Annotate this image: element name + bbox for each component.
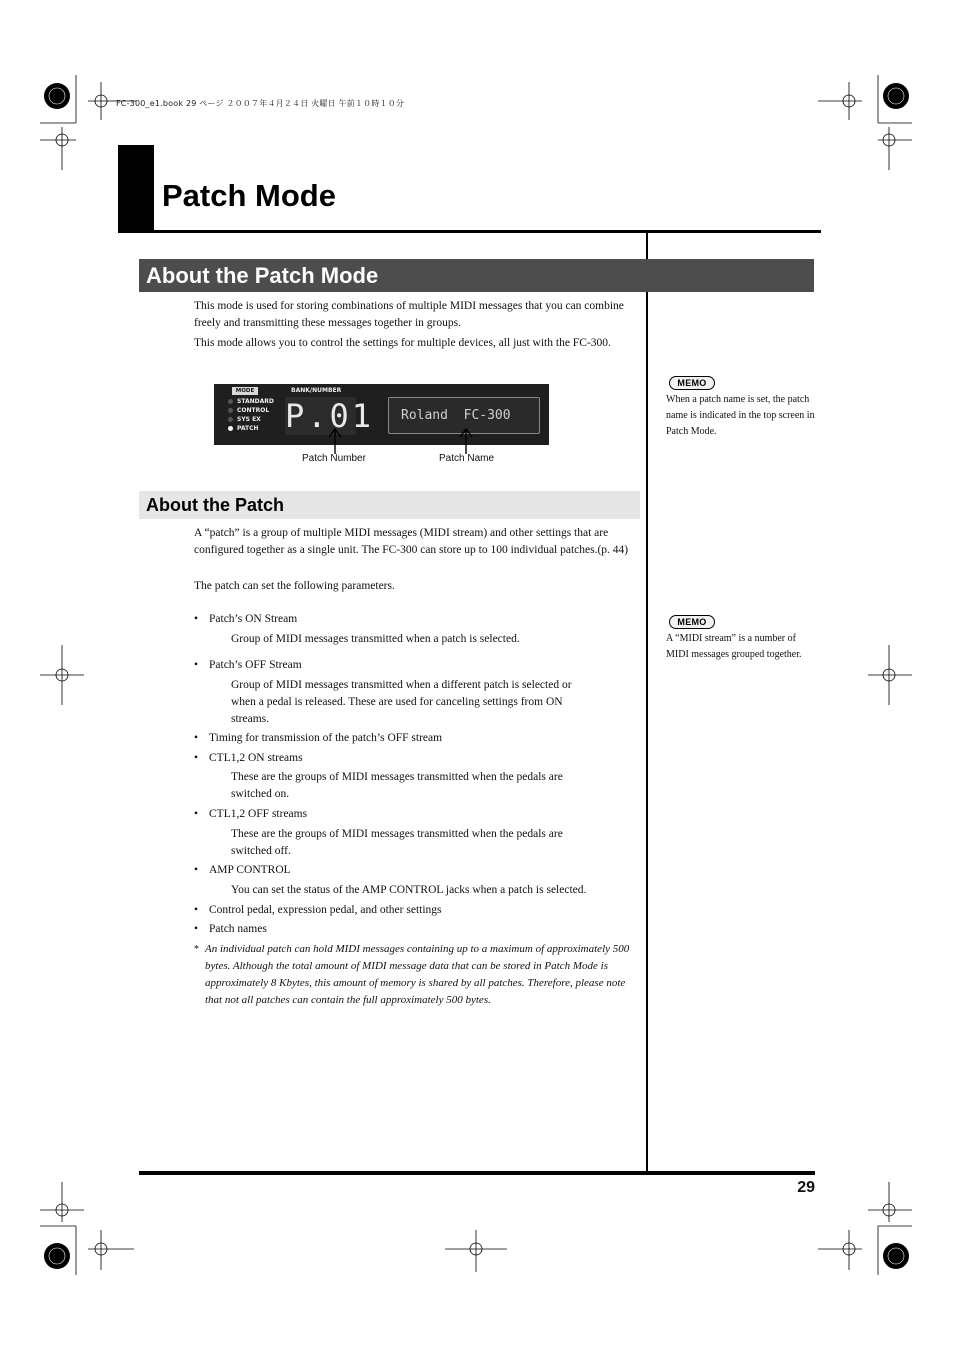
intro-paragraph-1: This mode is used for storing combinations of multiple MIDI messages that you can combine freely and transmitting these messages together in groups. [194,300,624,329]
bullet-detail: switched off. [231,845,291,857]
chapter-rule [118,230,821,233]
page-number: 29 [797,1179,815,1196]
column-divider [646,233,648,1173]
patch-paragraph-1: A “patch” is a group of multiple MIDI messages (MIDI stream) and other settings that are configured together as a single unit. The FC-300 can store up to 100 individual patches.(p. 44) [194,527,629,556]
chapter-title: Patch Mode [162,178,336,213]
subsection-title: About the Patch [146,495,284,515]
bullet-item: • Control pedal, expression pedal, and other settings [194,904,442,916]
chapter-marker [118,145,154,233]
patch-paragraph-2: The patch can set the following parameters. [194,580,395,592]
bullet-item: • Patch’s ON Stream [194,613,298,625]
bullet-detail: These are the groups of MIDI messages transmitted when the pedals are [231,828,563,840]
led-sysex [228,417,233,422]
bullet-item: • Timing for transmission of the patch’s OFF stream [194,732,443,744]
led-standard [228,399,233,404]
memo-text: A “MIDI stream” is a number of MIDI messages grouped together. [666,633,802,660]
bullet-item: • CTL1,2 ON streams [194,752,303,764]
bullet-item: • Patch names [194,923,267,935]
mode-sysex-label: SYS EX [237,416,261,423]
bullet-detail: Group of MIDI messages transmitted when a patch is selected. [231,633,520,645]
caption-patch-name: Patch Name [439,453,495,464]
bank-number-label: BANK/NUMBER [291,387,342,394]
bullet-detail: These are the groups of MIDI messages transmitted when the pedals are [231,771,563,783]
bullet-detail: You can set the status of the AMP CONTROL jacks when a patch is selected. [231,884,587,896]
led-patch [228,426,233,431]
note-text: An individual patch can hold MIDI messages containing up to a maximum of approximately 500 bytes. Although the total amount of MIDI message data that can be stored in Patch Mode is approximately 8 Kbytes, this amount of memory is shared by all patches. Therefore, please note that not all patches can contain the full approximately 500 bytes. [205,943,630,1006]
memo-badge: MEMO [669,615,715,629]
bullet-detail: Group of MIDI messages transmitted when a different patch is selected or [231,679,572,691]
bullet-item: • CTL1,2 OFF streams [194,808,308,820]
memo-badge: MEMO [669,376,715,390]
mode-patch-label: PATCH [237,425,259,432]
intro-paragraph-2: This mode allows you to control the settings for multiple devices, all just with the FC-300. [194,337,611,349]
mode-standard-label: STANDARD [237,398,274,405]
bullet-detail: switched on. [231,788,290,800]
patch-name-text: Roland FC-300 [401,408,511,423]
print-header: FC-300_e1.book 29 ページ ２００７年４月２４日 火曜日 午前１０時１０分 [116,99,405,108]
section-title: About the Patch Mode [146,263,379,288]
note-marker: * [194,944,199,955]
bullet-item: • AMP CONTROL [194,864,291,876]
caption-arrows [320,424,490,454]
patch-number-digits: P.01 [285,397,375,435]
memo-text: When a patch name is set, the patch name is indicated in the top screen in Patch Mode. [666,394,815,437]
footer-rule [139,1171,815,1175]
bullet-detail: when a pedal is released. These are used for canceling settings from ON [231,696,563,708]
mode-control-label: CONTROL [237,407,270,414]
mode-label: MODE [232,387,258,395]
caption-patch-number: Patch Number [302,453,366,464]
led-control [228,408,233,413]
bullet-detail: streams. [231,713,270,725]
bullet-item: • Patch’s OFF Stream [194,659,302,671]
